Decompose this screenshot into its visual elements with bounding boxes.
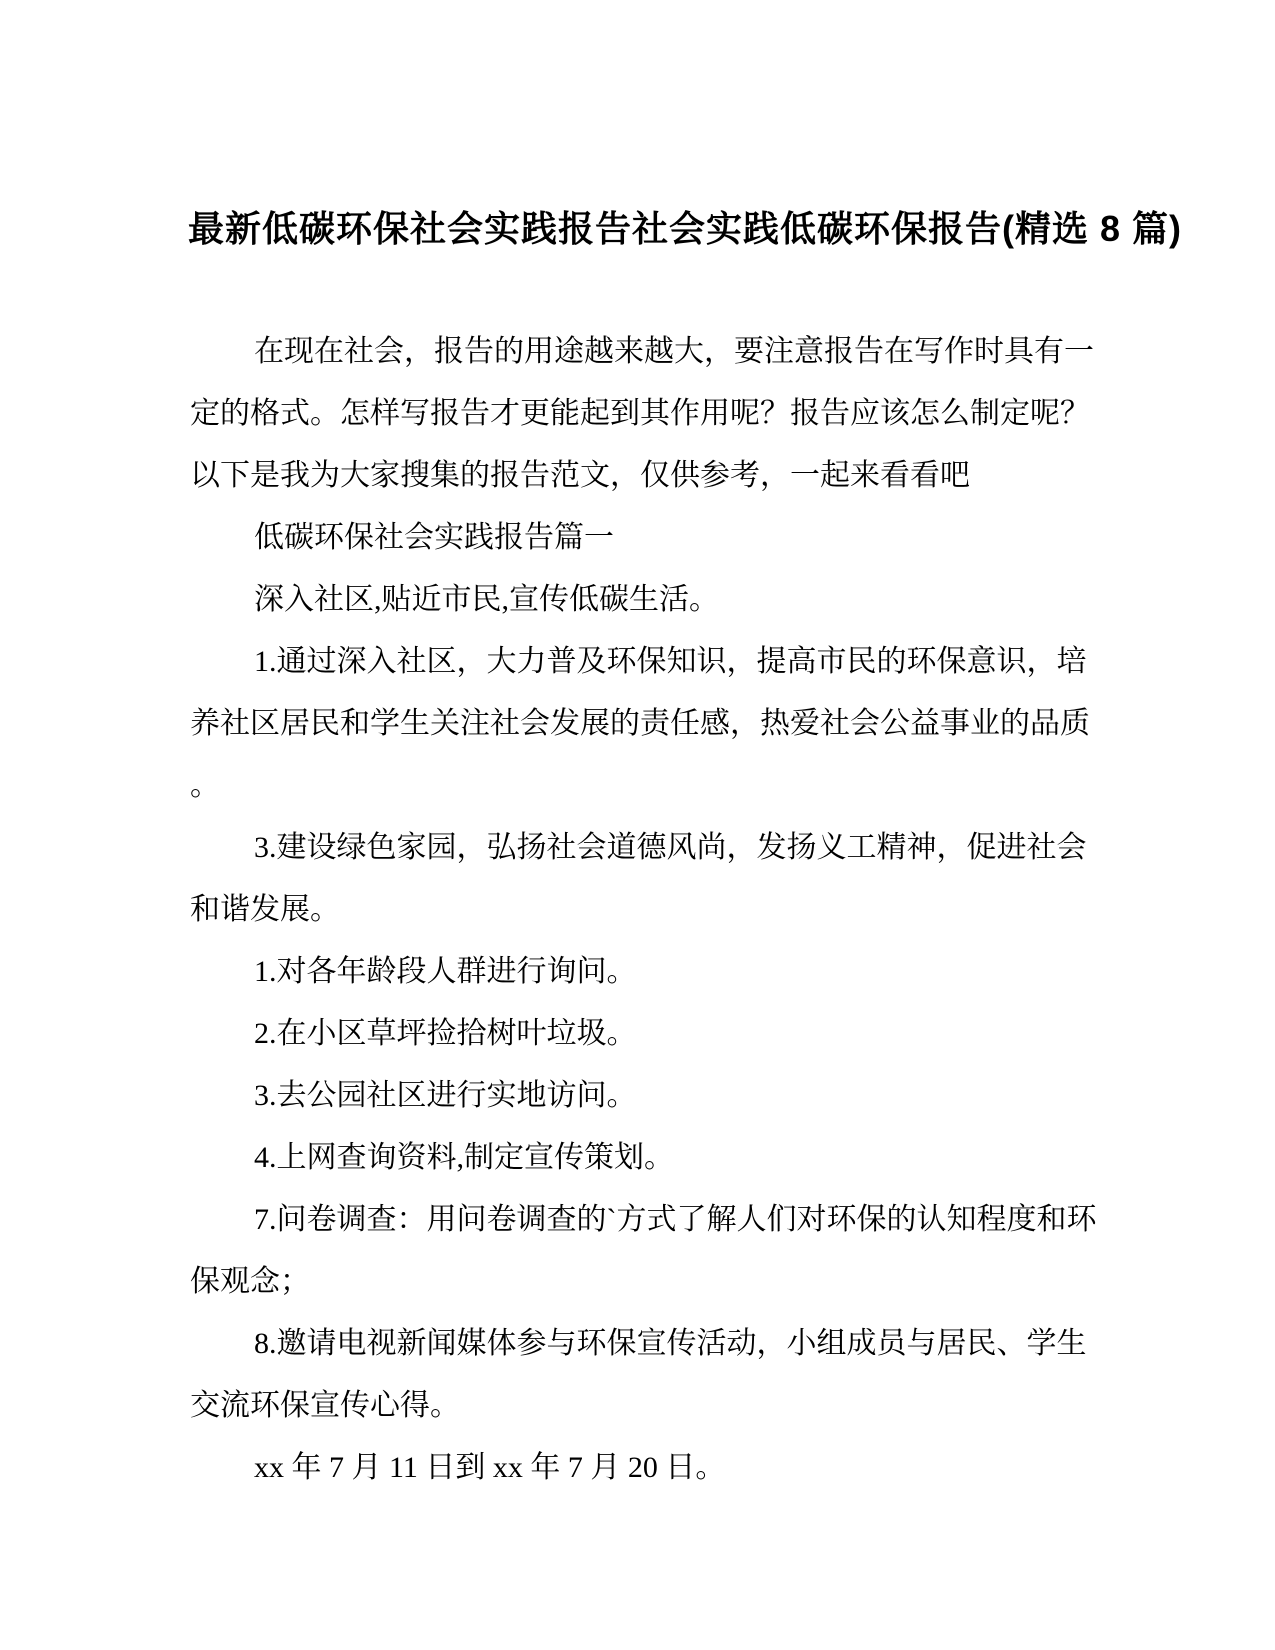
text-line: 7.问卷调查：用问卷调查的`方式了解人们对环保的认知程度和环 xyxy=(254,1203,1097,1236)
text-line: 在现在社会，报告的用途越来越大，要注意报告在写作时具有一 xyxy=(254,335,1094,368)
text-line: 3.建设绿色家园，弘扬社会道德风尚，发扬义工精神，促进社会 xyxy=(254,831,1087,864)
text-line: 低碳环保社会实践报告篇一 xyxy=(254,521,614,554)
text-line: 1.对各年龄段人群进行询问。 xyxy=(254,955,637,988)
text-line: 4.上网查询资料,制定宣传策划。 xyxy=(254,1141,674,1174)
text-line: 交流环保宣传心得。 xyxy=(190,1389,460,1422)
text-line: 8.邀请电视新闻媒体参与环保宣传活动，小组成员与居民、学生 xyxy=(254,1327,1087,1360)
text-line: 和谐发展。 xyxy=(190,893,340,926)
text-line: 保观念； xyxy=(190,1265,310,1298)
text-line: 2.在小区草坪捡拾树叶垃圾。 xyxy=(254,1017,637,1050)
text-line: 深入社区,贴近市民,宣传低碳生活。 xyxy=(254,583,719,616)
text-line: 3.去公园社区进行实地访问。 xyxy=(254,1079,637,1112)
text-line: 。 xyxy=(190,769,220,802)
text-line: 1.通过深入社区，大力普及环保知识，提高市民的环保意识，培 xyxy=(254,645,1087,678)
document-title: 最新低碳环保社会实践报告社会实践低碳环保报告(精选 8 篇) xyxy=(188,208,1183,249)
document-body xyxy=(190,321,1120,1499)
text-line: xx 年 7 月 11 日到 xx 年 7 月 20 日。 xyxy=(254,1451,726,1484)
text-line: 以下是我为大家搜集的报告范文，仅供参考，一起来看看吧 xyxy=(190,459,970,492)
text-line: 养社区居民和学生关注社会发展的责任感，热爱社会公益事业的品质 xyxy=(190,707,1090,740)
text-line: 定的格式。怎样写报告才更能起到其作用呢？报告应该怎么制定呢？ xyxy=(190,397,1090,430)
